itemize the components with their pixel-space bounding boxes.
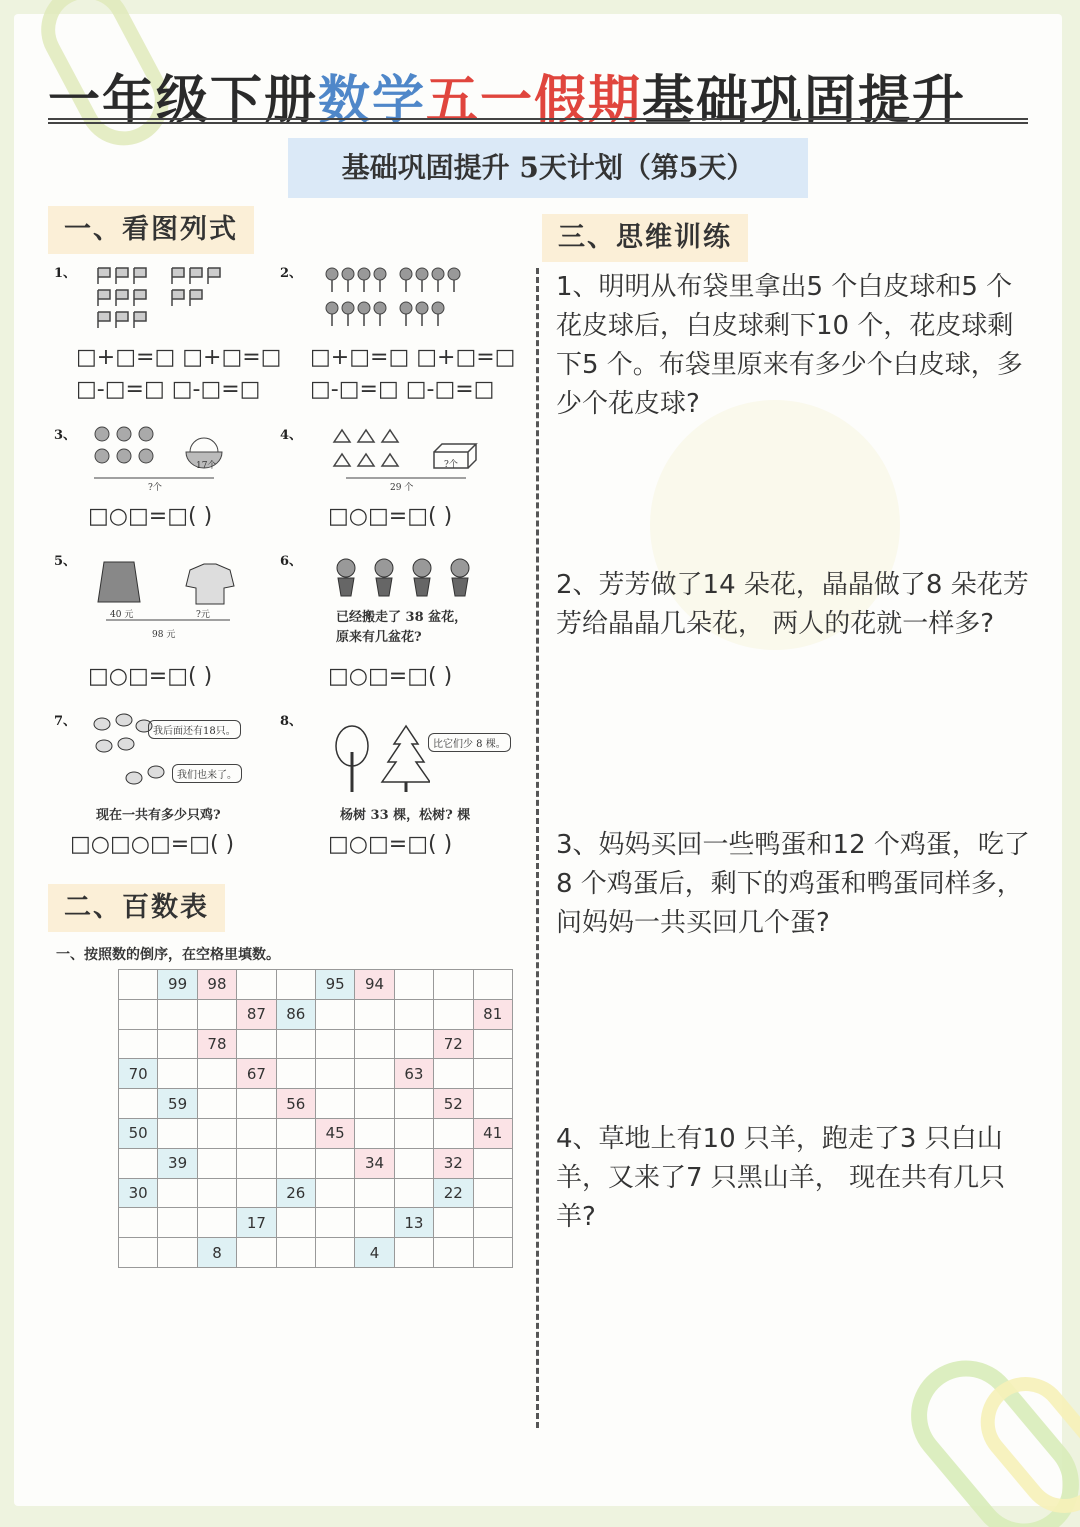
hundred-chart-blank-cell[interactable] [276, 1059, 315, 1089]
hundred-chart-blank-cell[interactable] [197, 1148, 236, 1178]
hundred-chart-blank-cell[interactable] [158, 1059, 197, 1089]
trees-icon [330, 722, 430, 794]
hundred-chart-blank-cell[interactable] [158, 1178, 197, 1208]
hundred-chart-cell: 81 [473, 999, 512, 1029]
hundred-chart-instruction: 一、按照数的倒序，在空格里填数。 [56, 947, 280, 963]
hundred-chart-blank-cell[interactable] [119, 1208, 158, 1238]
hundred-chart-blank-cell[interactable] [473, 1029, 512, 1059]
hundred-chart-blank-cell[interactable] [315, 1148, 354, 1178]
hundred-chart-blank-cell[interactable] [473, 1208, 512, 1238]
problem-7-number: 7、 [54, 714, 77, 729]
hundred-chart-blank-cell[interactable] [119, 970, 158, 1000]
title-part2: 数学 [318, 70, 427, 131]
problem-3-equation[interactable]: □○□=□( ) [88, 504, 213, 529]
hundred-chart-blank-cell[interactable] [315, 1238, 354, 1268]
hundred-chart-blank-cell[interactable] [197, 1208, 236, 1238]
hundred-chart-cell: 94 [355, 970, 394, 1000]
hundred-chart-blank-cell[interactable] [197, 1118, 236, 1148]
hundred-chart-blank-cell[interactable] [197, 999, 236, 1029]
hundred-chart-blank-cell[interactable] [119, 999, 158, 1029]
hundred-chart-blank-cell[interactable] [276, 1029, 315, 1059]
hundred-chart-blank-cell[interactable] [394, 1148, 433, 1178]
hundred-chart-blank-cell[interactable] [394, 1029, 433, 1059]
hundred-chart-cell: 86 [276, 999, 315, 1029]
section2-heading: 二、百数表 [48, 884, 225, 932]
hundred-chart-blank-cell[interactable] [237, 1029, 276, 1059]
hundred-chart-blank-cell[interactable] [394, 1238, 433, 1268]
triangles-box-icon [332, 426, 482, 480]
problem-5-price-shirt: ?元 [196, 610, 210, 620]
title-part1: 一年级下册 [48, 70, 319, 131]
hundred-chart-blank-cell[interactable] [237, 1118, 276, 1148]
title-part4: 基础巩固提升 [642, 70, 967, 131]
hundred-chart-cell: 26 [276, 1178, 315, 1208]
hundred-chart-blank-cell[interactable] [315, 1029, 354, 1059]
hundred-chart-blank-cell[interactable] [434, 970, 473, 1000]
hundred-chart-cell: 13 [394, 1208, 433, 1238]
problem-6-caption-line2: 原来有几盆花? [336, 630, 422, 645]
hundred-chart-blank-cell[interactable] [119, 1238, 158, 1268]
problem-4-box-label: ?个 [444, 460, 458, 470]
hundred-chart-row [119, 1089, 513, 1119]
hundred-chart-blank-cell[interactable] [158, 1029, 197, 1059]
thinking-question-3: 3、妈妈买回一些鸭蛋和12 个鸡蛋，吃了8 个鸡蛋后，剩下的鸡蛋和鸭蛋同样多，问妈妈一共买回几个蛋? [556, 830, 1030, 938]
hundred-chart-blank-cell[interactable] [158, 1118, 197, 1148]
hundred-chart-blank-cell[interactable] [237, 1178, 276, 1208]
hundred-chart-cell: 30 [119, 1178, 158, 1208]
hundred-chart-blank-cell[interactable] [394, 999, 433, 1029]
hundred-chart-blank-cell[interactable] [119, 1029, 158, 1059]
problem-2-equation-b[interactable]: □-□=□ □-□=□ [310, 377, 495, 402]
problem-5-equation[interactable]: □○□=□( ) [88, 664, 213, 689]
problem-5-total: 98 元 [152, 630, 176, 640]
hundred-chart-cell: 78 [197, 1029, 236, 1059]
hundred-chart-cell: 34 [355, 1148, 394, 1178]
hundred-chart-blank-cell[interactable] [315, 1208, 354, 1238]
hundred-chart-row [119, 999, 513, 1029]
hundred-chart-blank-cell[interactable] [473, 1089, 512, 1119]
problem-8-number: 8、 [280, 714, 303, 729]
problem-1-equation-a[interactable]: □+□=□ □+□=□ [76, 345, 282, 370]
thinking-question-2: 2、芳芳做了14 朵花，晶晶做了8 朵花芳芳给晶晶几朵花， 两人的花就一样多? [556, 570, 1029, 639]
hundred-chart-blank-cell[interactable] [355, 1059, 394, 1089]
hundred-chart-blank-cell[interactable] [355, 1178, 394, 1208]
hundred-chart-cell: 17 [237, 1208, 276, 1238]
problem-7-equation[interactable]: □○□○□=□( ) [70, 832, 235, 857]
hundred-chart-cell: 67 [237, 1059, 276, 1089]
problem-6-caption-line1: 已经搬走了 38 盆花， [336, 610, 468, 625]
plan-banner: 基础巩固提升 5天计划（第5天） [288, 138, 808, 198]
hundred-chart-blank-cell[interactable] [434, 1238, 473, 1268]
hundred-chart-cell: 95 [315, 970, 354, 1000]
hundred-chart-blank-cell[interactable] [197, 1059, 236, 1089]
column-divider [536, 268, 539, 1428]
hundred-chart-blank-cell[interactable] [197, 1089, 236, 1119]
hundred-chart-cell: 32 [434, 1148, 473, 1178]
hundred-chart-blank-cell[interactable] [394, 970, 433, 1000]
problem-2-number: 2、 [280, 266, 303, 281]
problem-4-equation[interactable]: □○□=□( ) [328, 504, 453, 529]
hundred-chart-cell: 59 [158, 1089, 197, 1119]
hundred-chart-blank-cell[interactable] [158, 999, 197, 1029]
section1-heading: 一、看图列式 [48, 206, 254, 254]
hundred-chart-blank-cell[interactable] [276, 1238, 315, 1268]
hundred-chart-blank-cell[interactable] [237, 1089, 276, 1119]
problem-5-price-skirt: 40 元 [110, 610, 134, 620]
hundred-chart-cell: 4 [355, 1238, 394, 1268]
hundred-chart-blank-cell[interactable] [394, 1178, 433, 1208]
hundred-chart-blank-cell[interactable] [473, 1059, 512, 1089]
hundred-chart-blank-cell[interactable] [237, 1148, 276, 1178]
hundred-chart-blank-cell[interactable] [473, 1178, 512, 1208]
problem-3-number: 3、 [54, 428, 77, 443]
problem-2-equation-a[interactable]: □+□=□ □+□=□ [310, 345, 516, 370]
hundred-chart-cell: 45 [315, 1118, 354, 1148]
hundred-chart-blank-cell[interactable] [315, 1089, 354, 1119]
hundred-chart-blank-cell[interactable] [237, 970, 276, 1000]
hundred-chart-blank-cell[interactable] [355, 1118, 394, 1148]
hundred-chart-blank-cell[interactable] [473, 1148, 512, 1178]
hundred-chart-blank-cell[interactable] [237, 1238, 276, 1268]
hundred-chart-blank-cell[interactable] [394, 1118, 433, 1148]
problem-5-number: 5、 [54, 554, 77, 569]
hundred-chart-row [119, 1238, 513, 1268]
problem-1-number: 1、 [54, 266, 77, 281]
hundred-chart-blank-cell[interactable] [355, 1029, 394, 1059]
hundred-chart-blank-cell[interactable] [434, 1059, 473, 1089]
hundred-chart-cell: 22 [434, 1178, 473, 1208]
hundred-chart-cell: 39 [158, 1148, 197, 1178]
hundred-chart-blank-cell[interactable] [315, 1178, 354, 1208]
problem-4-total-label: 29 个 [390, 483, 414, 493]
problem-4-number: 4、 [280, 428, 303, 443]
hundred-chart-blank-cell[interactable] [394, 1089, 433, 1119]
thinking-question-1: 1、明明从布袋里拿出5 个白皮球和5 个花皮球后，白皮球剩下10 个，花皮球剩下5 个。布袋里原来有多少个白皮球，多少个花皮球? [556, 272, 1023, 419]
thinking-question-4: 4、草地上有10 只羊，跑走了3 只白山羊，又来了7 只黑山羊， 现在共有几只羊? [556, 1124, 1006, 1232]
hundred-chart-blank-cell[interactable] [355, 1208, 394, 1238]
hundred-chart-cell: 72 [434, 1029, 473, 1059]
hundred-chart-cell: 56 [276, 1089, 315, 1119]
problem-8-speech-bubble: 比它们少 8 棵。 [428, 733, 511, 752]
hundred-chart-blank-cell[interactable] [434, 1118, 473, 1148]
hundred-chart [118, 969, 513, 1268]
hundred-chart-blank-cell[interactable] [473, 970, 512, 1000]
hundred-chart-blank-cell[interactable] [276, 970, 315, 1000]
title-part3: 五一假期 [426, 70, 643, 131]
hundred-chart-blank-cell[interactable] [315, 1059, 354, 1089]
hundred-chart-blank-cell[interactable] [276, 1148, 315, 1178]
hundred-chart-row [119, 970, 513, 1000]
hundred-chart-blank-cell[interactable] [119, 1089, 158, 1119]
flags-icon [96, 262, 236, 334]
hundred-chart-cell: 52 [434, 1089, 473, 1119]
hundred-chart-cell: 50 [119, 1118, 158, 1148]
hundred-chart-row [119, 1148, 513, 1178]
potted-flowers-icon [330, 558, 480, 600]
problem-1-equation-b[interactable]: □-□=□ □-□=□ [76, 377, 261, 402]
problem-8-equation[interactable]: □○□=□( ) [328, 832, 453, 857]
mushrooms-basket-icon [90, 424, 230, 480]
hundred-chart-row [119, 1059, 513, 1089]
hundred-chart-blank-cell[interactable] [315, 999, 354, 1029]
hundred-chart-cell: 99 [158, 970, 197, 1000]
problem-6-number: 6、 [280, 554, 303, 569]
hundred-chart-cell: 87 [237, 999, 276, 1029]
hundred-chart-row [119, 1029, 513, 1059]
problem-3-question-label: ?个 [148, 483, 162, 493]
hundred-chart-blank-cell[interactable] [276, 1208, 315, 1238]
problem-8-caption: 杨树 33 棵，松树? 棵 [340, 808, 471, 823]
hundred-chart-blank-cell[interactable] [473, 1238, 512, 1268]
problem-7-speech-bubble-1: 我后面还有18只。 [148, 720, 241, 739]
hundred-chart-blank-cell[interactable] [158, 1238, 197, 1268]
hundred-chart-row [119, 1118, 513, 1148]
hundred-chart-cell: 8 [197, 1238, 236, 1268]
hundred-chart-blank-cell[interactable] [119, 1148, 158, 1178]
hundred-chart-cell: 41 [473, 1118, 512, 1148]
hundred-chart-blank-cell[interactable] [434, 999, 473, 1029]
hundred-chart-blank-cell[interactable] [434, 1208, 473, 1238]
problem-7-caption: 现在一共有多少只鸡? [96, 808, 221, 823]
hundred-chart-row [119, 1178, 513, 1208]
title-underline [48, 118, 1028, 124]
hundred-chart-blank-cell[interactable] [197, 1178, 236, 1208]
hundred-chart-blank-cell[interactable] [355, 999, 394, 1029]
hundred-chart-blank-cell[interactable] [276, 1118, 315, 1148]
hundred-chart-blank-cell[interactable] [355, 1089, 394, 1119]
hundred-chart-row [119, 1208, 513, 1238]
problem-3-basket-label: 17个 [196, 461, 217, 471]
problem-7-speech-bubble-2: 我们也来了。 [172, 764, 242, 783]
hundred-chart-cell: 63 [394, 1059, 433, 1089]
flowers-icon [322, 264, 472, 330]
hundred-chart-cell: 98 [197, 970, 236, 1000]
problem-6-equation[interactable]: □○□=□( ) [328, 664, 453, 689]
section3-heading: 三、思维训练 [542, 214, 748, 262]
hundred-chart-blank-cell[interactable] [158, 1208, 197, 1238]
hundred-chart-cell: 70 [119, 1059, 158, 1089]
